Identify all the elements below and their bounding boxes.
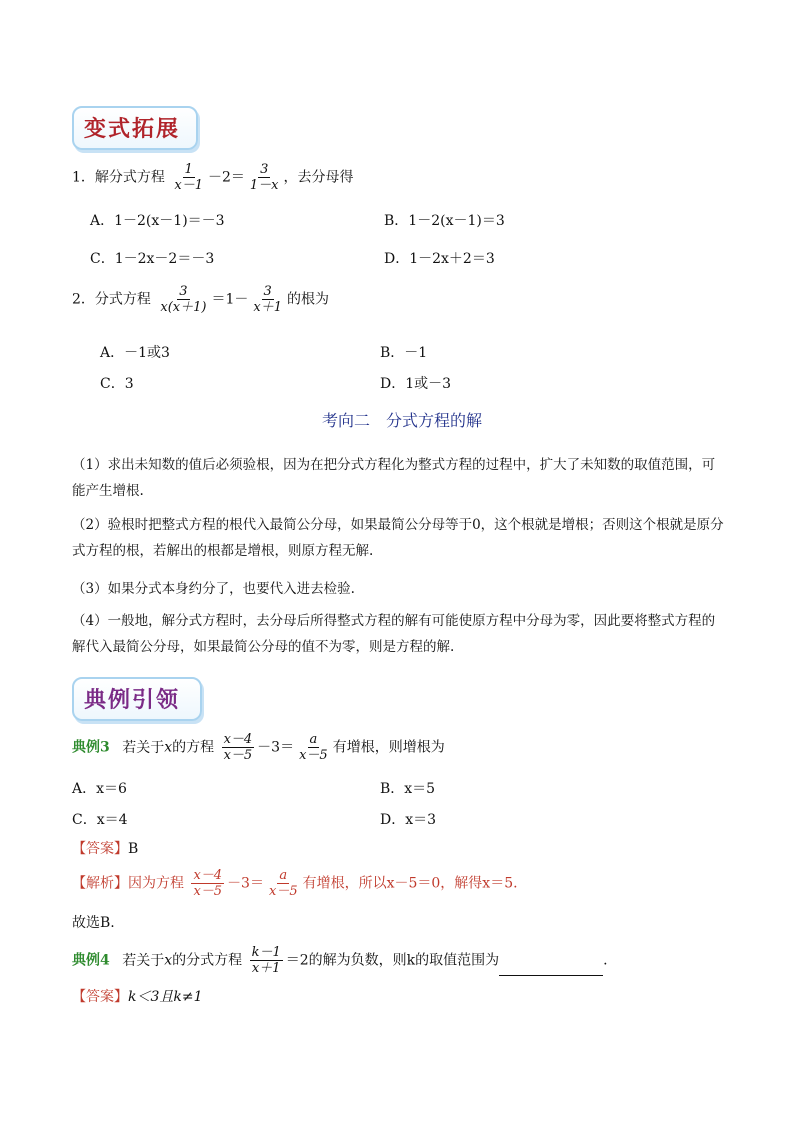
section-title: 变式拓展: [84, 116, 181, 142]
option-a[interactable]: A．x＝6: [72, 781, 127, 797]
answer-value: B: [128, 841, 139, 857]
denominator: x－5: [193, 884, 223, 899]
denominator: x－1: [174, 178, 203, 193]
fraction: [250, 945, 283, 976]
example-label: 典例3: [72, 739, 110, 756]
note-4: （4）一般地，解分式方程时，去分母后所得整式方程的解有可能使原方程中分母为零，因此要将整式方程的解代入最简公分母，如果最简公分母的值不为零，则是方程的解.: [72, 613, 716, 655]
answer-label: 【答案】: [72, 841, 128, 857]
question-text: 若关于: [122, 952, 165, 969]
numerator: 1: [184, 162, 193, 177]
option-a[interactable]: A．1－2(x－1)＝－3: [90, 213, 225, 229]
answer-value: k＜3且k≠1: [128, 989, 203, 1005]
question-text: 有增根，则增根为: [332, 739, 445, 756]
numerator: k－1: [251, 945, 281, 960]
option-b[interactable]: B．1－2(x－1)＝3: [384, 213, 505, 229]
operator: －2＝: [207, 169, 245, 186]
fraction: [158, 284, 208, 315]
answer-line: [72, 988, 203, 1006]
operator: ＝2: [285, 952, 309, 969]
option-a[interactable]: A．－1或3: [100, 345, 170, 361]
example-label: 典例4: [72, 952, 110, 969]
denominator: x－5: [223, 748, 253, 763]
fraction: [267, 868, 300, 899]
answer-line: [72, 840, 138, 858]
denominator: 1－x: [249, 178, 279, 193]
denominator: x－5: [268, 884, 298, 899]
question-text: 解分式方程: [94, 169, 165, 186]
numerator: a: [309, 732, 318, 747]
numerator: x－4: [193, 868, 223, 883]
denominator: x(x＋1): [160, 300, 207, 315]
question-text: 若关于: [122, 739, 165, 756]
question-1: [72, 162, 354, 193]
denominator: x＋1: [253, 300, 282, 315]
analysis-line: [72, 868, 518, 899]
fraction: [191, 868, 224, 899]
question-number: 2．: [72, 291, 95, 308]
analysis-label: 【解析】: [72, 875, 128, 892]
note-1: （1）求出未知数的值后必须验根，因为在把分式方程化为整式方程的过程中，扩大了未知数的取值范围，可能产生增根.: [72, 457, 716, 499]
fraction: [251, 284, 284, 315]
option-c[interactable]: C．x＝4: [72, 812, 128, 828]
option-d[interactable]: D．1－2x＋2＝3: [384, 251, 495, 267]
analysis-text: 因为方程: [128, 875, 184, 892]
note-2: （2）验根时把整式方程的根代入最简公分母，如果最简公分母等于0，这个根就是增根；否则这个根就是原分式方程的根，若解出的根都是增根，则原方程无解.: [72, 517, 724, 559]
option-b[interactable]: B．－1: [380, 345, 428, 361]
fraction: [172, 162, 205, 193]
variable: x: [164, 952, 173, 969]
answer-blank[interactable]: [499, 961, 603, 976]
note-3: （3）如果分式本身约分了，也要代入进去检验.: [72, 581, 355, 597]
option-b[interactable]: B．x＝5: [380, 781, 436, 797]
answer-label: 【答案】: [72, 989, 128, 1005]
fraction: [297, 732, 330, 763]
numerator: 3: [260, 162, 269, 177]
question-text: 的分式方程: [172, 952, 243, 969]
question-text: ，去分母得: [283, 169, 354, 186]
operator: －3＝: [257, 739, 295, 756]
option-c[interactable]: C．1－2x－2＝－3: [90, 251, 215, 267]
numerator: a: [279, 868, 288, 883]
question-text: 的方程: [172, 739, 215, 756]
variable: x: [164, 739, 173, 756]
option-d[interactable]: D．x＝3: [380, 812, 437, 828]
question-text: 分式方程: [94, 291, 151, 308]
question-text: 的根为: [286, 291, 329, 308]
fraction: [222, 732, 255, 763]
question-2: [72, 284, 329, 315]
section-heading: 考向二 分式方程的解: [322, 411, 483, 430]
denominator: x＋1: [251, 961, 281, 976]
analysis-text: 有增根，所以x－5＝0，解得x＝5.: [302, 875, 518, 892]
question-number: 1．: [72, 169, 95, 186]
numerator: 3: [179, 284, 188, 299]
question-end: .: [603, 952, 608, 969]
option-d[interactable]: D．1或－3: [380, 376, 452, 392]
section-title: 典例引领: [84, 687, 181, 713]
question-text: 的解为负数，则k的取值范围为: [308, 952, 500, 969]
option-c[interactable]: C．3: [100, 376, 134, 392]
conclusion: 故选B.: [72, 915, 115, 931]
operator: ＝1－: [211, 291, 249, 308]
example-4: [72, 945, 608, 976]
numerator: 3: [263, 284, 272, 299]
operator: －3＝: [227, 875, 264, 892]
numerator: x－4: [223, 732, 253, 747]
example-3: [72, 732, 445, 763]
fraction: [248, 162, 281, 193]
denominator: x－5: [299, 748, 328, 763]
